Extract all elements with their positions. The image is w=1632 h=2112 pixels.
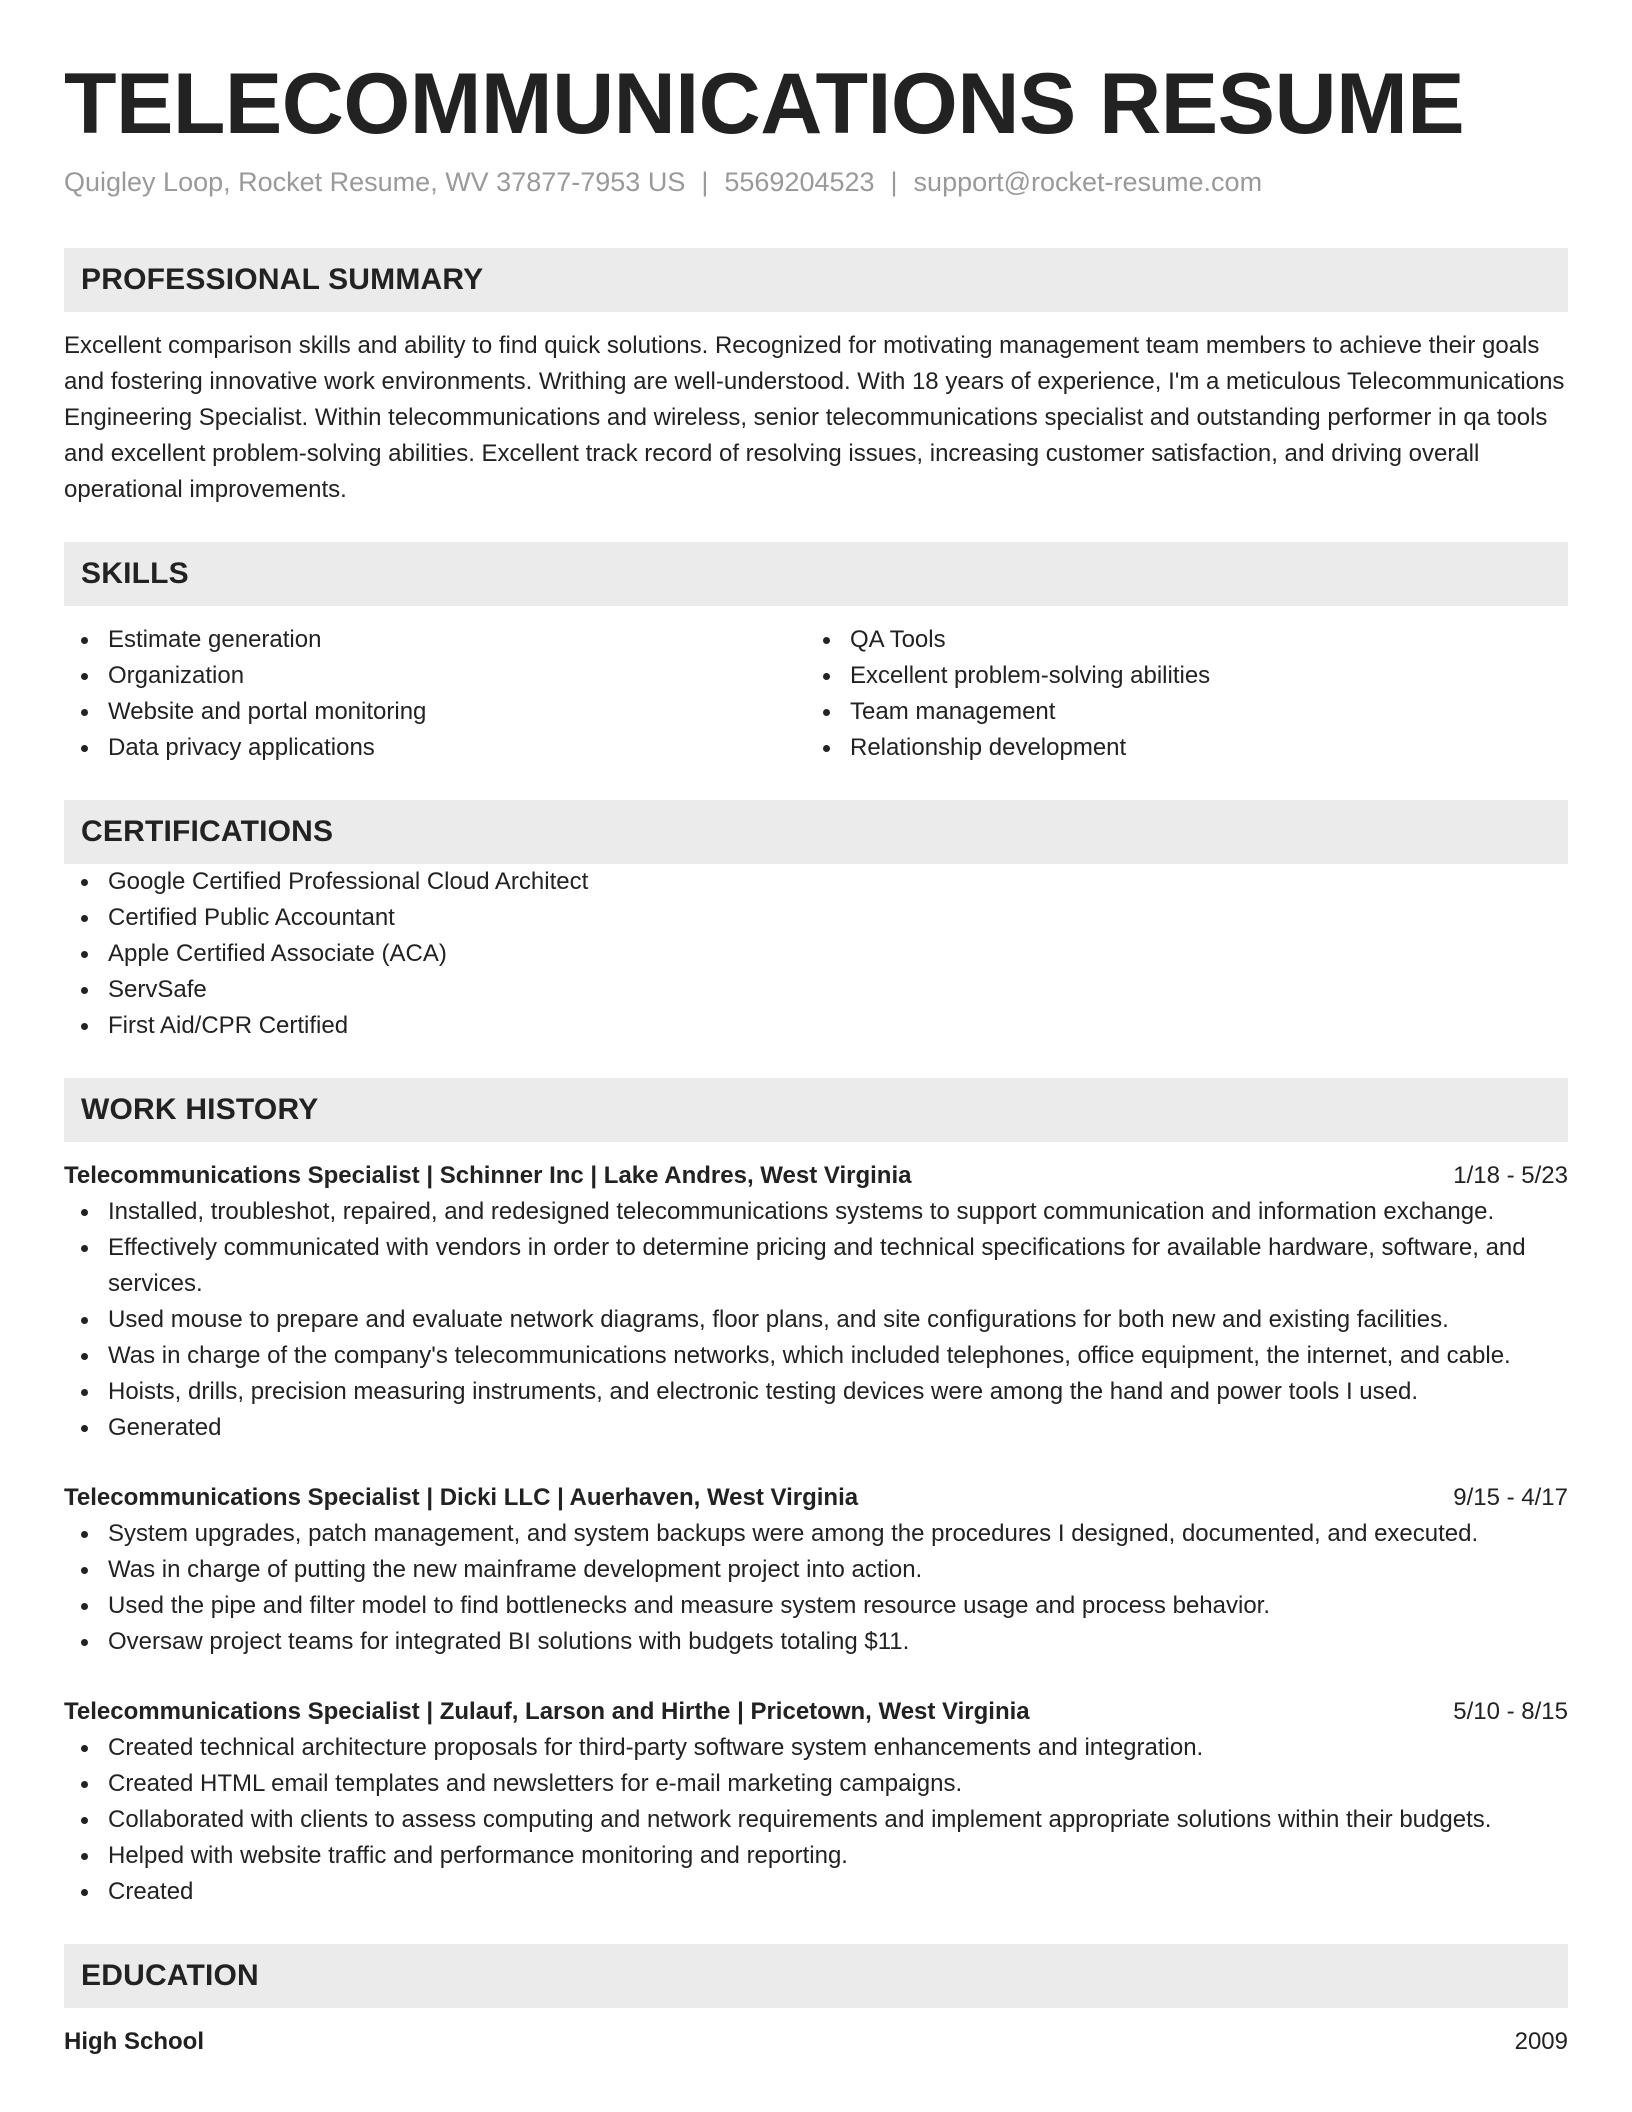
job-entry (64, 1694, 1568, 1910)
job-bullet: Generated (64, 1410, 1568, 1446)
job-dates: 1/18 - 5/23 (1453, 1162, 1568, 1189)
resume-page (64, 0, 1568, 2060)
skills-column-left (64, 622, 806, 766)
section-heading-work-history: WORK HISTORY (64, 1078, 1568, 1142)
certification-item: First Aid/CPR Certified (64, 1008, 1568, 1044)
job-bullet-list (64, 1516, 1568, 1660)
section-heading-education: EDUCATION (64, 1944, 1568, 2008)
job-bullet: Used the pipe and filter model to find bottlenecks and measure system resource usage and process behavior. (64, 1588, 1568, 1624)
skill-item: Organization (64, 658, 806, 694)
job-dates: 9/15 - 4/17 (1453, 1484, 1568, 1511)
job-bullet: Effectively communicated with vendors in order to determine pricing and technical specifications for available hardware, software, and services. (64, 1230, 1568, 1302)
job-header (64, 1158, 1568, 1194)
skill-item: Team management (806, 694, 1548, 730)
job-title: Telecommunications Specialist | Dicki LLC | Auerhaven, West Virginia (64, 1484, 859, 1511)
skills-column-right (806, 622, 1548, 766)
skill-item: Data privacy applications (64, 730, 806, 766)
job-entry (64, 1158, 1568, 1446)
job-bullet: Was in charge of the company's telecommunications networks, which included telephones, office equipment, the internet, and cable. (64, 1338, 1568, 1374)
job-title: Telecommunications Specialist | Zulauf, Larson and Hirthe | Pricetown, West Virginia (64, 1698, 1030, 1725)
contact-separator: | (701, 167, 709, 197)
job-bullet: Installed, troubleshot, repaired, and redesigned telecommunications systems to support communication and information exchange. (64, 1194, 1568, 1230)
certification-item: ServSafe (64, 972, 1568, 1008)
job-dates: 5/10 - 8/15 (1453, 1698, 1568, 1725)
education-entry (64, 2024, 1568, 2060)
summary-text: Excellent comparison skills and ability to find quick solutions. Recognized for motivating management team members to achieve their goals and fostering innovative work environments. Writhing are well-understood. With 18 years of experience, I'm a meticulous Telecommunications Engineering Specialist. Within telecommunications and wireless, senior telecommunications specialist and outstanding performer in qa tools and excellent problem-solving abilities. Excellent track record of resolving issues, increasing customer satisfaction, and driving overall operational improvements. (64, 332, 1565, 503)
certification-item: Google Certified Professional Cloud Architect (64, 864, 1568, 900)
certification-item: Certified Public Accountant (64, 900, 1568, 936)
job-bullet: Created (64, 1874, 1568, 1910)
skill-item: QA Tools (806, 622, 1548, 658)
job-bullet: Helped with website traffic and performance monitoring and reporting. (64, 1838, 1568, 1874)
job-bullet-list (64, 1730, 1568, 1910)
job-bullet: Created HTML email templates and newsletters for e-mail marketing campaigns. (64, 1766, 1568, 1802)
certification-item: Apple Certified Associate (ACA) (64, 936, 1568, 972)
skill-item: Excellent problem-solving abilities (806, 658, 1548, 694)
education-year: 2009 (1514, 2028, 1568, 2055)
section-heading-summary: PROFESSIONAL SUMMARY (64, 248, 1568, 312)
skill-item: Relationship development (806, 730, 1548, 766)
contact-email[interactable]: support@rocket-resume.com (913, 167, 1263, 197)
section-heading-skills: SKILLS (64, 542, 1568, 606)
job-entry (64, 1480, 1568, 1660)
job-header (64, 1480, 1568, 1516)
job-bullet-list (64, 1194, 1568, 1446)
job-bullet: Created technical architecture proposals for third-party software system enhancements and integration. (64, 1730, 1568, 1766)
contact-separator: | (890, 167, 898, 197)
skill-item: Estimate generation (64, 622, 806, 658)
job-bullet: Used mouse to prepare and evaluate network diagrams, floor plans, and site configurations for both new and existing facilities. (64, 1302, 1568, 1338)
job-bullet: System upgrades, patch management, and system backups were among the procedures I designed, documented, and executed. (64, 1516, 1568, 1552)
job-bullet: Hoists, drills, precision measuring instruments, and electronic testing devices were among the hand and power tools I used. (64, 1374, 1568, 1410)
job-bullet: Oversaw project teams for integrated BI solutions with budgets totaling $11. (64, 1624, 1568, 1660)
education-school: High School (64, 2028, 204, 2055)
resume-title: TELECOMMUNICATIONS RESUME (64, 56, 1465, 152)
job-title: Telecommunications Specialist | Schinner Inc | Lake Andres, West Virginia (64, 1162, 912, 1189)
section-heading-certifications: CERTIFICATIONS (64, 800, 1568, 864)
skills-grid (64, 622, 1568, 766)
certifications-list (64, 864, 1568, 1044)
contact-line (64, 164, 1568, 200)
contact-phone: 5569204523 (724, 167, 875, 197)
contact-address: Quigley Loop, Rocket Resume, WV 37877-7953 US (64, 167, 686, 197)
skill-item: Website and portal monitoring (64, 694, 806, 730)
job-bullet: Was in charge of putting the new mainframe development project into action. (64, 1552, 1568, 1588)
job-header (64, 1694, 1568, 1730)
job-bullet: Collaborated with clients to assess computing and network requirements and implement appropriate solutions within their budgets. (64, 1802, 1568, 1838)
